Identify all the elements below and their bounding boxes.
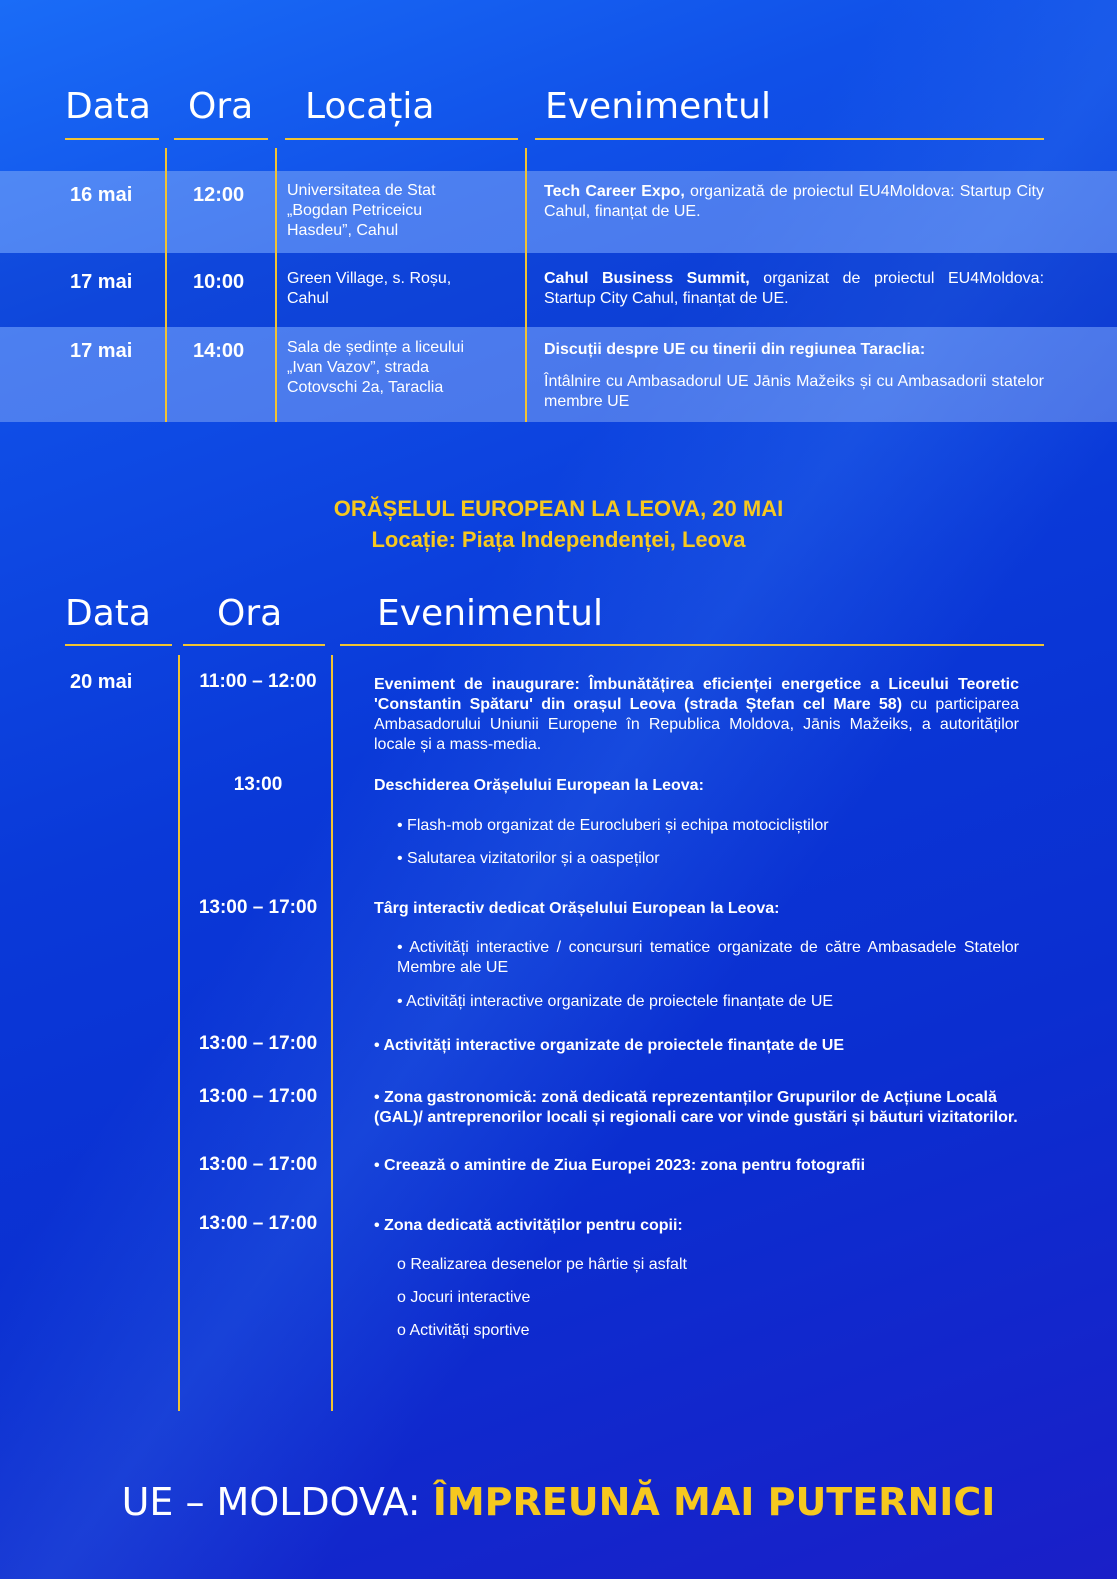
table2-row2-time: 13:00 [233, 774, 283, 795]
table2-row6-event: • Creează o amintire de Ziua Europei 2023: zona pentru fotografii [374, 1157, 866, 1174]
table1-row1-event: Tech Career Expo, organizată de proiectul EU4Moldova: Startup City Cahul, finanțat de UE. [544, 183, 1045, 220]
table2-row3-event: Târg interactiv dedicat Orășelului European la Leova: [374, 900, 780, 917]
table1-row2-location: Green Village, s. Roșu, Cahul [287, 270, 452, 307]
table2-header-time: Ora [217, 593, 283, 634]
table2-row2-event: Deschiderea Orășelului European la Leova: [374, 777, 704, 794]
table2-row3-item-2: • Activități interactive organizate de proiectele finanțate de UE [397, 993, 834, 1010]
table2-row6-time: 13:00 – 17:00 [198, 1154, 318, 1175]
table1-header-location: Locația [305, 86, 435, 127]
table2-header-event: Evenimentul [377, 593, 603, 634]
table1-header-date: Data [65, 86, 151, 127]
table1-header-event: Evenimentul [545, 86, 771, 127]
table1-row1-location: Universitatea de Stat „Bogdan Petriceicu Hasdeu”, Cahul [287, 182, 436, 239]
table2-row1-event: Eveniment de inaugurare: Îmbunătățirea eficienței energetice a Liceului Teoretic 'Constantin Spătaru' din orașul Leova (strada Ștefan cel Mare 58) cu participarea Ambasadorului Uniunii Europene în Republica Moldova, Jānis Mažeiks, a autorităților locale și a mass-media. [374, 676, 1020, 753]
section-title: ORĂȘELUL EUROPEAN LA LEOVA, 20 MAI [333, 496, 784, 521]
table2-underline-event [340, 644, 1044, 646]
table2-row7-time: 13:00 – 17:00 [198, 1213, 318, 1234]
table1-row3-event: Discuții despre UE cu tinerii din regiunea Taraclia: Întâlnire cu Ambasadorul UE Jānis Mažeiks și cu Ambasadorii statelor membre UE [544, 341, 1044, 410]
table1-underline-event [535, 138, 1044, 140]
table2-row5-time: 13:00 – 17:00 [198, 1086, 318, 1107]
table1-row2-time: 10:00 [193, 271, 245, 293]
table2-row4-time: 13:00 – 17:00 [198, 1033, 318, 1054]
table1-underline-location [285, 138, 518, 140]
table2-date: 20 mai [70, 671, 133, 693]
table1-row3-location: Sala de ședințe a liceului „Ivan Vazov”, strada Cotovschi 2a, Taraclia [287, 339, 465, 396]
table2-row1-time: 11:00 – 12:00 [199, 671, 317, 692]
table1-row1-time: 12:00 [193, 184, 245, 206]
table2-row7-item-2: o Jocuri interactive [397, 1289, 531, 1306]
table1-header-time: Ora [188, 86, 254, 127]
table2-row7-item-1: o Realizarea desenelor pe hârtie și asfalt [397, 1256, 687, 1273]
table2-underline-date [65, 644, 172, 646]
section-subtitle: Locație: Piața Independenței, Leova [371, 527, 746, 552]
table1-row3-time: 14:00 [193, 340, 245, 362]
table1-row1-date: 16 mai [70, 184, 133, 206]
table1-row3-date: 17 mai [70, 340, 133, 362]
table1-row2-event: Cahul Business Summit, organizat de proiectul EU4Moldova: Startup City Cahul, finanțat de UE. [544, 270, 1045, 307]
table2-row5-event: • Zona gastronomică: zonă dedicată reprezentanților Grupurilor de Acțiune Locală (GAL)/ antreprenorilor locali și regionali care vor vinde gustări și băuturi vizitatorilor. [374, 1089, 1018, 1126]
table1-separator-1 [165, 148, 167, 422]
table1-separator-3 [525, 148, 527, 422]
table1-row2-date: 17 mai [70, 271, 133, 293]
table2-row2-item-1: • Flash-mob organizat de Eurocluberi și echipa motocicliștilor [397, 817, 829, 834]
table2-underline-time [183, 644, 325, 646]
table1-underline-date [65, 138, 159, 140]
footer-slogan: UE – MOLDOVA: ÎMPREUNĂ MAI PUTERNICI [121, 1480, 996, 1524]
table2-row3-time: 13:00 – 17:00 [198, 897, 318, 918]
table2-row4-event: • Activități interactive organizate de proiectele finanțate de UE [374, 1037, 845, 1054]
table2-header-date: Data [65, 593, 151, 634]
table2-row7-item-3: o Activități sportive [397, 1322, 530, 1339]
table1-separator-2 [275, 148, 277, 422]
table1-underline-time [174, 138, 268, 140]
table2-row2-item-2: • Salutarea vizitatorilor și a oaspeților [397, 850, 660, 867]
table2-row3-item-1: • Activități interactive / concursuri tematice organizate de către Ambasadele Statelor Membre ale UE [397, 939, 1019, 976]
table2-row7-event: • Zona dedicată activităților pentru copii: [374, 1217, 683, 1234]
